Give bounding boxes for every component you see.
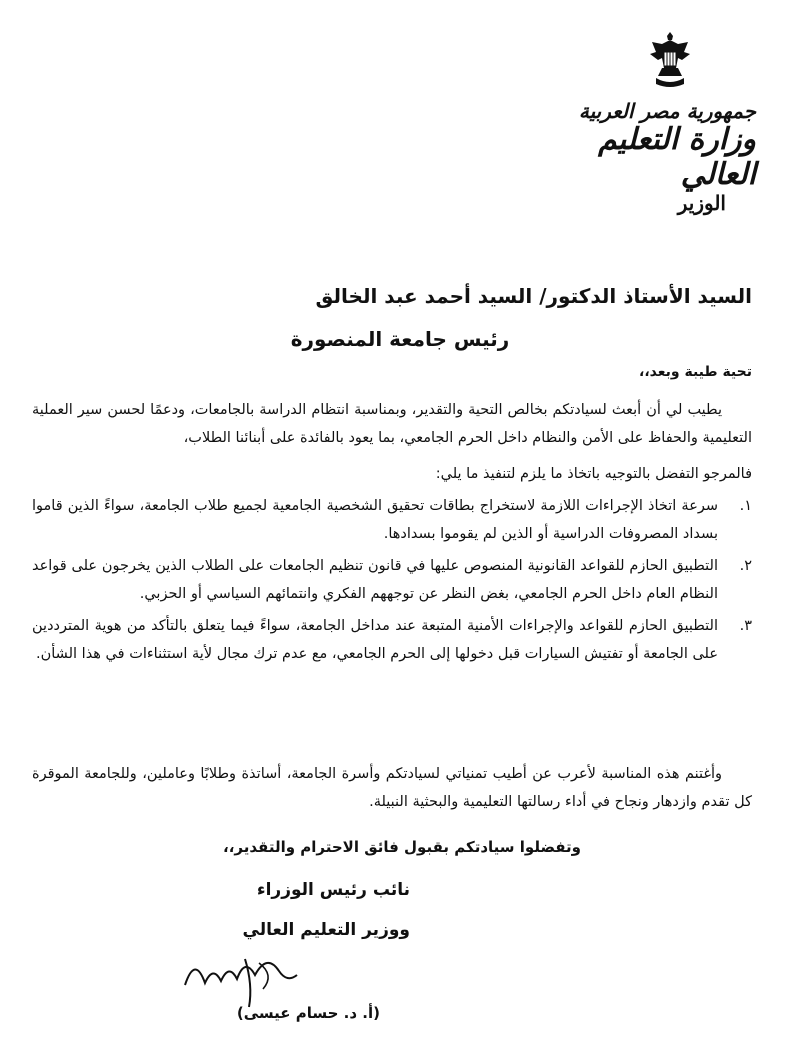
intro-paragraph: يطيب لي أن أبعث لسيادتكم بخالص التحية والتقدير، وبمناسبة انتظام الدراسة بالجامعات، ودعمًا لحسن سير العملية التعليمية والحفاظ على الأمن والنظام داخل الحرم الجامعي، بما يعود بالفائدة على أبنائنا الطلاب، [32, 402, 752, 446]
list-item-number: ١. [739, 498, 752, 514]
signer-title-1: نائب رئيس الوزراء [256, 880, 410, 900]
list-item-text: سرعة اتخاذ الإجراءات اللازمة لاستخراج بطاقات تحقيق الشخصية الجامعية لجميع طلاب الجامعة، سواءً الذين قاموا بسداد المصروفات الدراسية أو الذين لم يقوموا بسدادها. [32, 498, 718, 542]
request-paragraph: فالمرجو التفضل بالتوجيه باتخاذ ما يلزم لتنفيذ ما يلي: [435, 466, 752, 482]
letterhead-country: جمهورية مصر العربية [578, 99, 756, 123]
signer-title-2: ووزير التعليم العالي [242, 920, 410, 940]
request-list [32, 492, 752, 672]
closing-line: وتفضلوا سيادتكم بقبول فائق الاحترام والتقدير،، [223, 838, 581, 856]
list-item [32, 492, 752, 548]
letterhead-ministry: وزارة التعليم العالي [598, 122, 756, 192]
list-item-text: التطبيق الحازم للقواعد والإجراءات الأمنية المتبعة عند مداخل الجامعة، سواءً فيما يتعلق بالتأكد من هوية المترددين على الجامعة أو تفتيش السيارات قبل دخولها إلى الحرم الجامعي، مع عدم ترك مجال لأية استثناءات في هذا الشأن. [32, 618, 718, 662]
letterhead [536, 100, 756, 215]
letterhead-minister: الوزير [677, 191, 726, 215]
addressee: السيد الأستاذ الدكتور/ السيد أحمد عبد الخالق [315, 284, 752, 308]
list-item [32, 612, 752, 668]
list-item-number: ٢. [739, 558, 752, 574]
eagle-emblem-icon [648, 30, 692, 92]
signer-name: (أ. د. حسام عيسى) [236, 1004, 380, 1022]
list-item-text: التطبيق الحازم للقواعد القانونية المنصوص عليها في قانون تنظيم الجامعات على الطلاب الذين يخرجون على قواعد النظام العام داخل الحرم الجامعي، بغض النظر عن توجههم الفكري وانتمائهم السياسي أو الحزبي. [32, 558, 718, 602]
greeting: تحية طيبة وبعد،، [639, 364, 752, 380]
wishes-paragraph: وأغتنم هذه المناسبة لأعرب عن أطيب تمنياتي لسيادتكم وأسرة الجامعة، أساتذة وطلابًا وعاملين، وللجامعة الموقرة كل تقدم وازدهار ونجاح في أداء رسالتها التعليمية والبحثية النبيلة. [32, 766, 752, 810]
list-item-number: ٣. [739, 618, 752, 634]
addressee-title: رئيس جامعة المنصورة [290, 327, 510, 351]
list-item [32, 552, 752, 608]
